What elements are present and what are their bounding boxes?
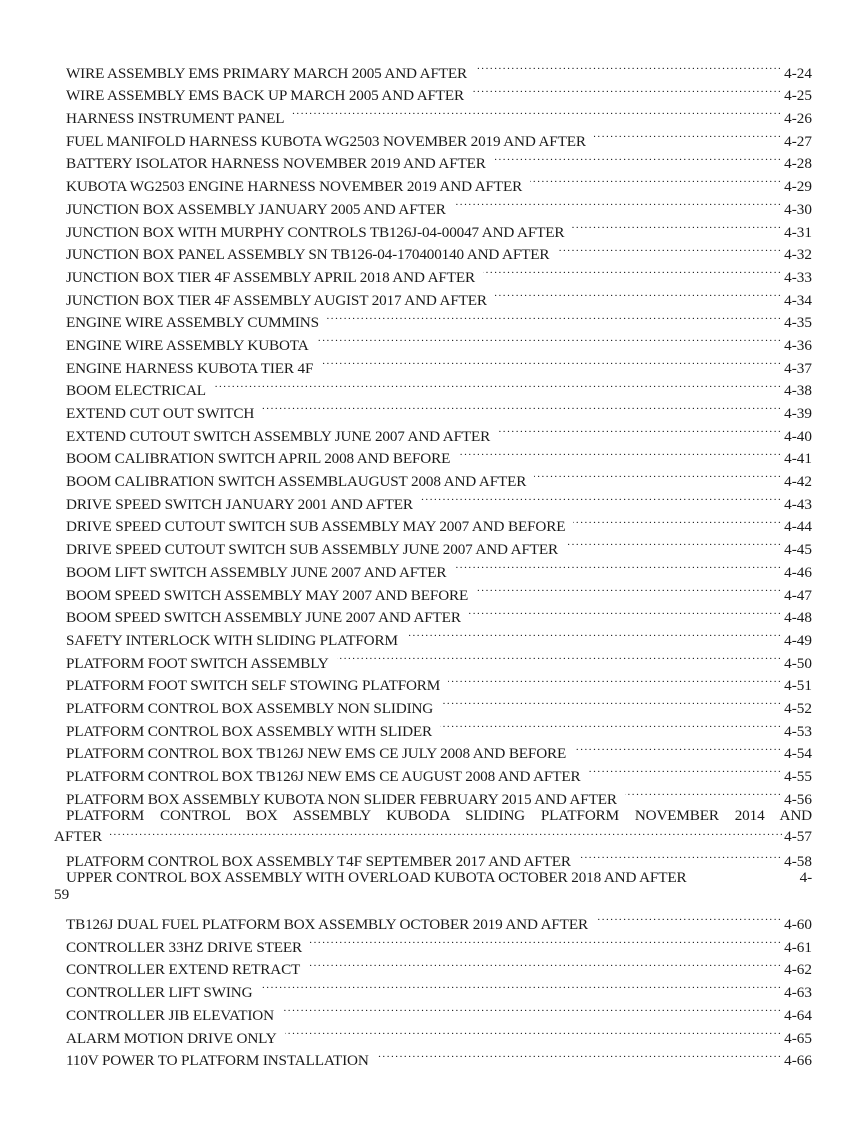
toc-entry-page: 4-30 xyxy=(784,200,812,218)
toc-entry[interactable] xyxy=(0,997,866,1024)
dot-leader xyxy=(594,123,780,146)
toc-entry-title: CONTROLLER 33HZ DRIVE STEER xyxy=(66,938,302,956)
toc-entry-page: 4-63 xyxy=(784,984,812,1002)
dot-leader xyxy=(469,600,780,623)
toc-entry-title: PLATFORM CONTROL BOX ASSEMBLY NON SLIDING xyxy=(66,699,434,717)
toc-entry-page: 4-40 xyxy=(784,427,812,445)
dot-leader xyxy=(572,214,780,237)
dot-leader xyxy=(476,577,780,600)
toc-entry-continuation xyxy=(54,824,812,846)
toc-entry-page: 4-24 xyxy=(784,64,812,82)
toc-entry-page: 4-27 xyxy=(784,132,812,150)
toc-entry-page: 4-55 xyxy=(784,768,812,785)
toc-entry-page: 4-65 xyxy=(784,1029,812,1047)
toc-entry-title: ENGINE WIRE ASSEMBLY KUBOTA xyxy=(66,336,309,354)
dot-leader xyxy=(260,974,780,997)
toc-entry-title: ALARM MOTION DRIVE ONLY xyxy=(66,1029,277,1047)
toc-entry-page: 4-26 xyxy=(784,110,812,128)
toc-entry-page: 4-53 xyxy=(784,722,812,740)
toc-entry-title: CONTROLLER LIFT SWING xyxy=(66,984,253,1002)
dot-leader xyxy=(475,55,780,78)
toc-entry[interactable] xyxy=(0,577,866,604)
toc-entry-page-head: 4- xyxy=(799,869,812,887)
dot-leader xyxy=(377,1043,781,1066)
toc-entry-continuation xyxy=(54,886,812,904)
toc-entry-wrapped[interactable] xyxy=(0,804,866,844)
toc-entry-page: 4-35 xyxy=(784,314,812,332)
dot-leader xyxy=(441,690,780,713)
toc-entry[interactable] xyxy=(0,713,866,740)
dot-leader xyxy=(566,531,780,554)
toc-group xyxy=(0,55,866,808)
toc-entry-page: 4-45 xyxy=(784,541,812,559)
toc-entry[interactable] xyxy=(0,146,866,173)
dot-leader xyxy=(327,305,780,328)
toc-entry[interactable] xyxy=(0,78,866,105)
toc-entry[interactable] xyxy=(0,486,866,513)
toc-entry[interactable] xyxy=(0,509,866,536)
toc-entry-title: KUBOTA WG2503 ENGINE HARNESS NOVEMBER 2019 AND AFTER xyxy=(66,178,523,196)
dot-leader xyxy=(472,78,780,101)
toc-entry-page: 4-38 xyxy=(784,382,812,400)
toc-entry-title: PLATFORM CONTROL BOX TB126J NEW EMS CE JULY 2008 AND BEFORE xyxy=(66,745,567,763)
toc-entry-title: PLATFORM FOOT SWITCH SELF STOWING PLATFORM xyxy=(66,677,441,695)
toc-entry-page: 4-50 xyxy=(784,654,812,672)
toc-entry-title: JUNCTION BOX ASSEMBLY JANUARY 2005 AND AFTER xyxy=(66,200,446,218)
dot-leader xyxy=(282,997,780,1020)
dot-leader xyxy=(310,929,780,952)
dot-leader xyxy=(448,668,780,691)
toc-entry-page: 4-32 xyxy=(784,246,812,264)
toc-entry[interactable] xyxy=(0,758,866,785)
toc-entry[interactable] xyxy=(0,645,866,672)
dot-leader xyxy=(574,736,780,759)
dot-leader xyxy=(588,758,780,781)
toc-entry-title: BOOM CALIBRATION SWITCH APRIL 2008 AND BEFORE xyxy=(66,450,451,468)
toc-entry-page: 4-42 xyxy=(784,473,812,491)
toc-entry-title: PLATFORM BOX ASSEMBLY KUBOTA NON SLIDER FEBRUARY 2015 AND AFTER xyxy=(66,790,617,808)
toc-entry-title: BATTERY ISOLATOR HARNESS NOVEMBER 2019 AND AFTER xyxy=(66,155,486,173)
dot-leader xyxy=(494,146,780,169)
toc-entry[interactable] xyxy=(0,395,866,422)
toc-entry-title: BOOM LIFT SWITCH ASSEMBLY JUNE 2007 AND AFTER xyxy=(66,563,447,581)
toc-entry[interactable] xyxy=(0,350,866,377)
dot-leader xyxy=(530,168,780,191)
toc-entry-page: 4-62 xyxy=(784,961,812,979)
toc-entry-page: 4-43 xyxy=(784,495,812,513)
toc-entry-page: 4-28 xyxy=(784,155,812,173)
dot-leader xyxy=(321,350,780,373)
dot-leader xyxy=(454,554,780,577)
toc-entry-title: JUNCTION BOX WITH MURPHY CONTROLS TB126J-04-00047 AND AFTER xyxy=(66,223,565,241)
toc-entry[interactable] xyxy=(0,952,866,979)
toc-entry[interactable] xyxy=(0,736,866,763)
dot-leader xyxy=(557,237,780,260)
toc-entry-page: 4-61 xyxy=(784,938,812,956)
toc-entry-title-continued: AFTER xyxy=(54,828,103,846)
toc-entry[interactable] xyxy=(0,668,866,695)
toc-entry-title: PLATFORM CONTROL BOX TB126J NEW EMS CE AUGUST 2008 AND AFTER xyxy=(66,768,581,785)
toc-entry-title: BOOM SPEED SWITCH ASSEMBLY MAY 2007 AND BEFORE xyxy=(66,586,469,604)
toc-entry[interactable] xyxy=(0,55,866,82)
toc-entry[interactable] xyxy=(0,554,866,581)
toc-group xyxy=(0,906,866,1070)
toc-entry-title: SAFETY INTERLOCK WITH SLIDING PLATFORM xyxy=(66,631,398,649)
toc-entry-page: 4-33 xyxy=(784,268,812,286)
dot-leader xyxy=(534,463,780,486)
toc-entry[interactable] xyxy=(0,237,866,264)
dot-leader xyxy=(337,645,781,668)
toc-entry-title: BOOM CALIBRATION SWITCH ASSEMBLAUGUST 2008 AND AFTER xyxy=(66,473,527,491)
toc-entry[interactable] xyxy=(0,781,866,808)
toc-entry-page: 4-47 xyxy=(784,586,812,604)
toc-entry[interactable] xyxy=(0,929,866,956)
dot-leader xyxy=(596,906,780,929)
toc-entry-title: ENGINE WIRE ASSEMBLY CUMMINS xyxy=(66,314,319,332)
toc-entry-page: 4-60 xyxy=(784,916,812,934)
dot-leader xyxy=(308,952,780,975)
toc-entry[interactable] xyxy=(0,906,866,934)
toc-entry-title: TB126J DUAL FUEL PLATFORM BOX ASSEMBLY OCTOBER 2019 AND AFTER xyxy=(66,916,588,934)
toc-entry[interactable] xyxy=(0,327,866,354)
dot-leader xyxy=(579,844,780,867)
toc-entry-title: WIRE ASSEMBLY EMS BACK UP MARCH 2005 AND AFTER xyxy=(66,87,465,105)
toc-entry-title: CONTROLLER JIB ELEVATION xyxy=(66,1006,274,1024)
toc-entry-title: BOOM SPEED SWITCH ASSEMBLY JUNE 2007 AND AFTER xyxy=(66,609,461,627)
toc-entry-page: 4-56 xyxy=(784,790,812,808)
toc-entry[interactable] xyxy=(0,373,866,400)
dot-leader xyxy=(440,713,780,736)
toc-entry-page: 4-52 xyxy=(784,699,812,717)
dot-leader xyxy=(495,282,780,305)
toc-entry-page-tail: 59 xyxy=(54,886,70,904)
toc-entry-page: 4-34 xyxy=(784,291,812,309)
dot-leader xyxy=(317,327,781,350)
toc-entry-title: EXTEND CUT OUT SWITCH xyxy=(66,405,255,422)
dot-leader xyxy=(285,1020,781,1043)
toc-entry[interactable] xyxy=(0,531,866,559)
toc-entry-page: 4-29 xyxy=(784,178,812,196)
toc-entry[interactable] xyxy=(0,690,866,717)
toc-entry[interactable] xyxy=(0,463,866,491)
toc-entry-page: 4-57 xyxy=(784,828,812,846)
dot-leader xyxy=(573,509,780,532)
toc-entry-title: EXTEND CUTOUT SWITCH ASSEMBLY JUNE 2007 AND AFTER xyxy=(66,427,491,445)
toc-entry-page: 4-37 xyxy=(784,359,812,377)
toc-entry[interactable] xyxy=(0,305,866,332)
toc-entry-title: DRIVE SPEED SWITCH JANUARY 2001 AND AFTER xyxy=(66,495,413,513)
toc-entry[interactable] xyxy=(0,622,866,649)
toc-entry-title: JUNCTION BOX TIER 4F ASSEMBLY AUGIST 2017 AND AFTER xyxy=(66,291,487,309)
toc-entry-wrapped[interactable] xyxy=(0,866,866,906)
toc-entry[interactable] xyxy=(0,600,866,627)
toc-entry[interactable] xyxy=(0,191,866,218)
toc-entry-title: ENGINE HARNESS KUBOTA TIER 4F xyxy=(66,359,314,377)
toc-entry-title: PLATFORM FOOT SWITCH ASSEMBLY xyxy=(66,654,329,672)
toc-entry-title: PLATFORM CONTROL BOX ASSEMBLY T4F SEPTEMBER 2017 AND AFTER xyxy=(66,853,571,871)
toc-entry-title: WIRE ASSEMBLY EMS PRIMARY MARCH 2005 AND AFTER xyxy=(66,64,467,82)
toc-entry-page: 4-39 xyxy=(784,405,812,422)
dot-leader xyxy=(454,191,780,214)
toc-entry-page: 4-46 xyxy=(784,563,812,581)
toc-entry-title: UPPER CONTROL BOX ASSEMBLY WITH OVERLOAD KUBOTA OCTOBER 2018 AND AFTER xyxy=(66,869,687,887)
toc-entry-page: 4-66 xyxy=(784,1052,812,1070)
toc-entry-title: HARNESS INSTRUMENT PANEL xyxy=(66,110,285,128)
dot-leader xyxy=(110,824,782,842)
toc-entry[interactable] xyxy=(0,123,866,150)
toc-entry[interactable] xyxy=(0,1020,866,1047)
toc-entry-page: 4-41 xyxy=(784,450,812,468)
toc-entry[interactable] xyxy=(0,259,866,286)
toc-entry-title: CONTROLLER EXTEND RETRACT xyxy=(66,961,301,979)
toc-entry-page: 4-49 xyxy=(784,631,812,649)
toc-entry[interactable] xyxy=(0,418,866,445)
toc-entry-title: PLATFORM CONTROL BOX ASSEMBLY KUBODA SLIDING PLATFORM NOVEMBER 2014 AND xyxy=(66,806,812,824)
toc-entry-page: 4-54 xyxy=(784,745,812,763)
toc-entry[interactable] xyxy=(0,974,866,1002)
toc-entry[interactable] xyxy=(0,168,866,196)
toc-entry-page: 4-51 xyxy=(784,677,812,695)
dot-leader xyxy=(421,486,780,509)
dot-leader xyxy=(458,441,780,464)
toc-entry[interactable] xyxy=(0,282,866,309)
toc-entry-line xyxy=(66,869,812,887)
toc-entry-page: 4-64 xyxy=(784,1006,812,1024)
dot-leader xyxy=(406,622,780,645)
dot-leader xyxy=(483,259,780,282)
toc-entry[interactable] xyxy=(0,214,866,241)
toc-entry-title: DRIVE SPEED CUTOUT SWITCH SUB ASSEMBLY MAY 2007 AND BEFORE xyxy=(66,518,566,536)
toc-entry-title: DRIVE SPEED CUTOUT SWITCH SUB ASSEMBLY JUNE 2007 AND AFTER xyxy=(66,541,559,559)
toc-entry[interactable] xyxy=(0,100,866,128)
toc-entry-page: 4-58 xyxy=(784,853,812,871)
toc-entry-page: 4-44 xyxy=(784,518,812,536)
toc-entry-title: BOOM ELECTRICAL xyxy=(66,382,206,400)
dot-leader xyxy=(214,373,780,396)
toc-entry-title: JUNCTION BOX TIER 4F ASSEMBLY APRIL 2018 AND AFTER xyxy=(66,268,475,286)
dot-leader xyxy=(625,781,780,804)
toc-entry-title: PLATFORM CONTROL BOX ASSEMBLY WITH SLIDER xyxy=(66,722,432,740)
toc-entry[interactable] xyxy=(0,1043,866,1070)
toc-entry[interactable] xyxy=(0,441,866,468)
dot-leader xyxy=(292,100,780,123)
toc-entry-page: 4-36 xyxy=(784,336,812,354)
toc-entry-page: 4-48 xyxy=(784,609,812,627)
dot-leader xyxy=(498,418,780,441)
table-of-contents xyxy=(0,55,866,1070)
toc-entry-page: 4-25 xyxy=(784,87,812,105)
toc-entry-page: 4-31 xyxy=(784,223,812,241)
toc-entry-title: FUEL MANIFOLD HARNESS KUBOTA WG2503 NOVEMBER 2019 AND AFTER xyxy=(66,132,586,150)
toc-entry[interactable] xyxy=(0,844,866,871)
dot-leader xyxy=(262,395,780,418)
toc-entry-title: 110V POWER TO PLATFORM INSTALLATION xyxy=(66,1052,369,1070)
toc-entry-title: JUNCTION BOX PANEL ASSEMBLY SN TB126-04-170400140 AND AFTER xyxy=(66,246,550,264)
